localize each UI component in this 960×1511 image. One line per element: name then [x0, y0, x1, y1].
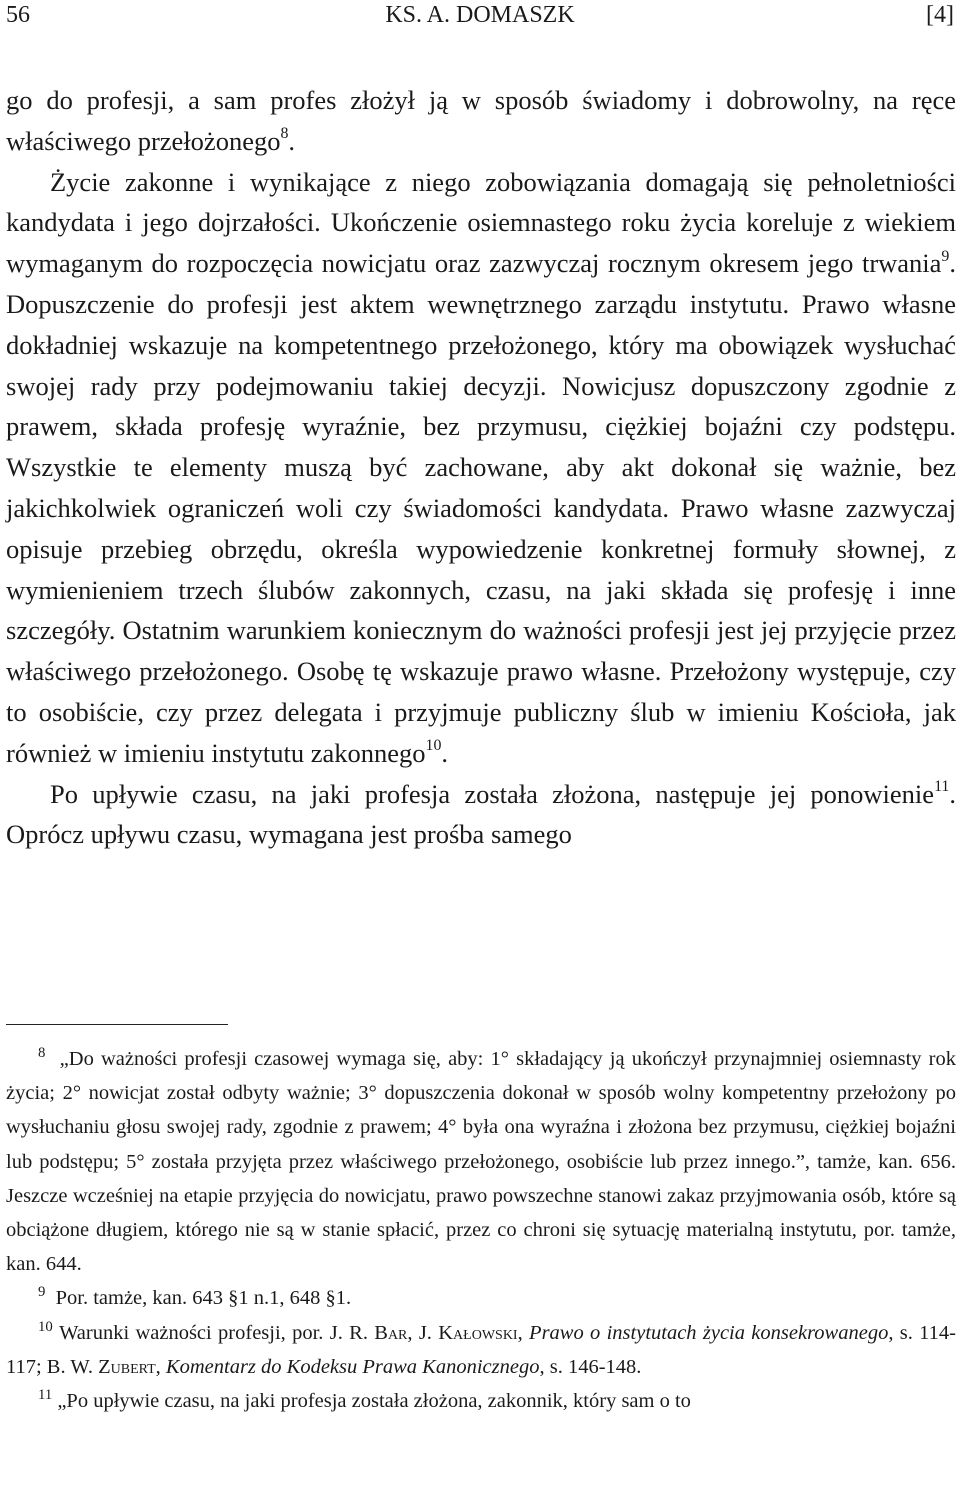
- footnote-number: 11: [38, 1387, 53, 1404]
- paragraph: Życie zakonne i wynikające z niego zobowiązania domagają się pełnoletniości kandydata i jego dojrzałości. Ukończenie osiemnastego roku życia koreluje z wiekiem wymaganym do rozpoczęcia nowicjatu oraz zazwyczaj rocznym okresem jego trwania$^9$. Dopuszczenie do profesji jest aktem wewnętrznego zarządu instytutu. Prawo własne dokładniej wskazuje na kompetentnego przełożonego, który ma obowiązek wysłuchać swojej rady przy podejmowaniu takiej decyzji. Nowicjusz dopuszczony zgodnie z prawem, składa profesję wyraźnie, bez przymusu, ciężkiej bojaźni czy podstępu. Wszystkie te elementy muszą być zachowane, aby akt dokonał się ważnie, bez jakichkolwiek ograniczeń woli czy świadomości kandydata. Prawo własne zazwyczaj opisuje przebieg obrzędu, określa wypowiedzenie konkretnej formuły słownej, z wymienieniem trzech ślubów zakonnych, czasu, na jaki składa się profesję i inne szczegóły. Ostatnim warunkiem koniecznym do ważności profesji jest jej przyjęcie przez właściwego przełożonego. Osobę tę wskazuje prawo własne. Przełożony występuje, czy to osobiście, czy przez delegata i przyjmuje publiczny ślub w imieniu Kościoła, jak również w imieniu instytutu zakonnego$^{10}$.: [6, 166, 956, 768]
- footnote-ref[interactable]: 11: [934, 778, 950, 796]
- footnote-ref[interactable]: 10: [425, 737, 442, 755]
- footnote-9: $^9$ Por. tamże, kan. 643 §1 n.1, 648 §1.: [38, 1284, 352, 1310]
- footnote-ref[interactable]: 9: [941, 247, 950, 265]
- footnote-10: $^{10}$ Warunki ważności profesji, por. J. R. Bar, J. Kałowski, Prawo o instytutach życia konsekrowanego, s. 114-117; B. W. Zubert, Komentarz do Kodeksu Prawa Kanonicznego, s. 146-148.: [6, 1318, 956, 1378]
- author-name: Zubert: [98, 1355, 156, 1378]
- running-header: [0, 0, 960, 34]
- footnote-separator: [6, 1024, 228, 1025]
- footnote-number: 8: [38, 1045, 46, 1062]
- footnote-8: $^8$ „Do ważności profesji czasowej wymaga się, aby: 1° składający ją ukończył przynajmniej osiemnasty rok życia; 2° nowicjat został odbyty ważnie; 3° dopuszczenia dokonał w sposób wolny kompetentny przełożony po wysłuchaniu głosu swojej rady, zgodnie z prawem; 4° była ona wyraźna i złożona bez przymusu, ciężkiej bojaźni lub podstępu; 5° została przyjęta przez właściwego przełożonego, osobiście lub przez innego.”, tamże, kan. 656. Jeszcze wcześniej na etapie przyjęcia do nowicjatu, prawo powszechne stanowi zakaz przyjmowania osób, które są obciążone długiem, którego nie są w stanie spłacić, przez co chroni się sytuację materialną instytutu, por. tamże, kan. 644.: [6, 1045, 957, 1276]
- running-title: KS. A. DOMASZK: [385, 2, 575, 28]
- footnote-ref[interactable]: 8: [280, 125, 289, 143]
- author-name: Kałowski: [438, 1321, 518, 1344]
- footnote-number: 10: [38, 1318, 53, 1335]
- main-text: [6, 80, 956, 855]
- footnote-number: 9: [38, 1284, 46, 1301]
- author-name: Bar: [374, 1321, 408, 1344]
- footnote-11: $^{11}$ „Po upływie czasu, na jaki profesja została złożona, zakonnik, który sam o to: [38, 1387, 691, 1413]
- section-number: [4]: [926, 2, 954, 28]
- page-number: 56: [6, 2, 30, 28]
- book-title: Komentarz do Kodeksu Prawa Kanonicznego: [165, 1355, 540, 1378]
- book-title: Prawo o instytutach życia konsekrowanego: [529, 1321, 889, 1344]
- footnotes: [6, 1042, 956, 1418]
- paragraph: Po upływie czasu, na jaki profesja została złożona, następuje jej ponowienie$^{11}$. Oprócz upływu czasu, wymagana jest prośba samego: [6, 778, 956, 850]
- paragraph: go do profesji, a sam profes złożył ją w sposób świadomy i dobrowolny, na ręce właściwego przełożonego$^8$.: [6, 85, 956, 156]
